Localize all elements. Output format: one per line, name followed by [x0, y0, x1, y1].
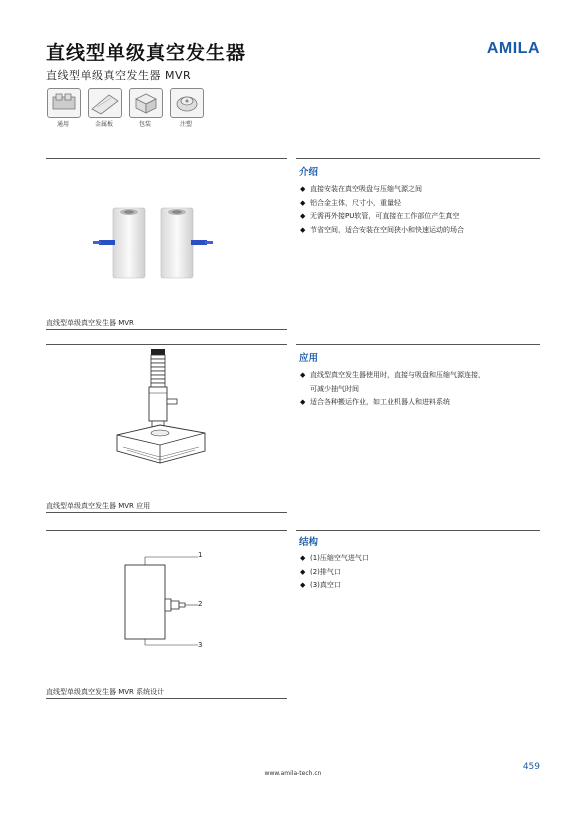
divider	[46, 329, 287, 330]
page-number: 459	[522, 762, 540, 772]
feature-label: 包装	[138, 121, 151, 128]
figure-caption: 直线型单级真空发生器 MVR	[46, 319, 134, 327]
list-item: ◆ 直接安装在真空吸盘与压缩气源之间	[300, 183, 540, 197]
page-subtitle: 直线型单级真空发生器 MVR	[46, 69, 192, 82]
diamond-icon: ◆	[300, 198, 306, 207]
general-use-icon	[47, 88, 81, 118]
intro-bullet-list	[300, 183, 540, 237]
divider	[296, 344, 540, 345]
footer-url-link[interactable]: www.amila-tech.cn	[264, 770, 322, 777]
divider	[46, 344, 287, 345]
figure-caption: 直线型单级真空发生器 MVR 系统设计	[46, 688, 165, 696]
divider	[46, 698, 287, 699]
callout-label: 2	[198, 600, 203, 608]
diamond-icon: ◆	[300, 554, 306, 562]
diamond-icon: ◆	[300, 398, 306, 406]
callout-label: 3	[198, 641, 203, 649]
divider	[296, 530, 540, 531]
divider	[296, 158, 540, 159]
diamond-icon: ◆	[300, 185, 306, 193]
feature-label: 注塑	[179, 121, 192, 128]
sheet-metal-icon	[88, 88, 122, 118]
diamond-icon: ◆	[300, 212, 306, 220]
list-item: ◆ 直线型真空发生器使用时，直接与吸盘和压缩气源连接， 可减少抽气时间	[300, 371, 485, 393]
divider	[46, 530, 287, 531]
section-heading-application: 应用	[299, 353, 319, 364]
brand-logo: AMILA	[486, 40, 540, 57]
callout-label: 1	[198, 551, 203, 559]
feature-label: 通用	[56, 121, 69, 128]
divider	[46, 158, 287, 159]
list-item: ◆ 节省空间，适合安装在空间狭小和快速运动的场合	[300, 224, 540, 238]
diamond-icon: ◆	[300, 581, 306, 589]
list-item: ◆ (1)压缩空气进气口	[300, 552, 540, 566]
page-title: 直线型单级真空发生器	[46, 42, 247, 64]
section-heading-structure: 结构	[299, 537, 319, 548]
diamond-icon: ◆	[300, 225, 306, 234]
list-item: ◆ (2)排气口	[300, 566, 540, 580]
list-item: ◆ 铝合金主体，尺寸小，重量轻	[300, 197, 540, 211]
list-item: ◆ 适合各种搬运作业，如工业机器人和进料系统	[300, 396, 540, 410]
injection-molding-icon	[170, 88, 204, 118]
packaging-icon	[129, 88, 163, 118]
feature-label: 金属板	[94, 121, 113, 128]
divider	[46, 512, 287, 513]
structure-bullet-list	[300, 552, 540, 593]
figure-caption: 直线型单级真空发生器 MVR 应用	[46, 502, 151, 510]
application-drawing	[105, 347, 215, 472]
diamond-icon: ◆	[300, 567, 306, 576]
diamond-icon: ◆	[300, 371, 306, 379]
list-item: ◆ 无需再外接PU软管，可直接在工作部位产生真空	[300, 210, 540, 224]
application-bullet-list	[300, 369, 540, 410]
section-heading-intro: 介绍	[299, 167, 319, 178]
product-image	[85, 200, 245, 290]
list-item: ◆ (3)真空口	[300, 579, 540, 593]
structure-drawing	[120, 549, 210, 649]
